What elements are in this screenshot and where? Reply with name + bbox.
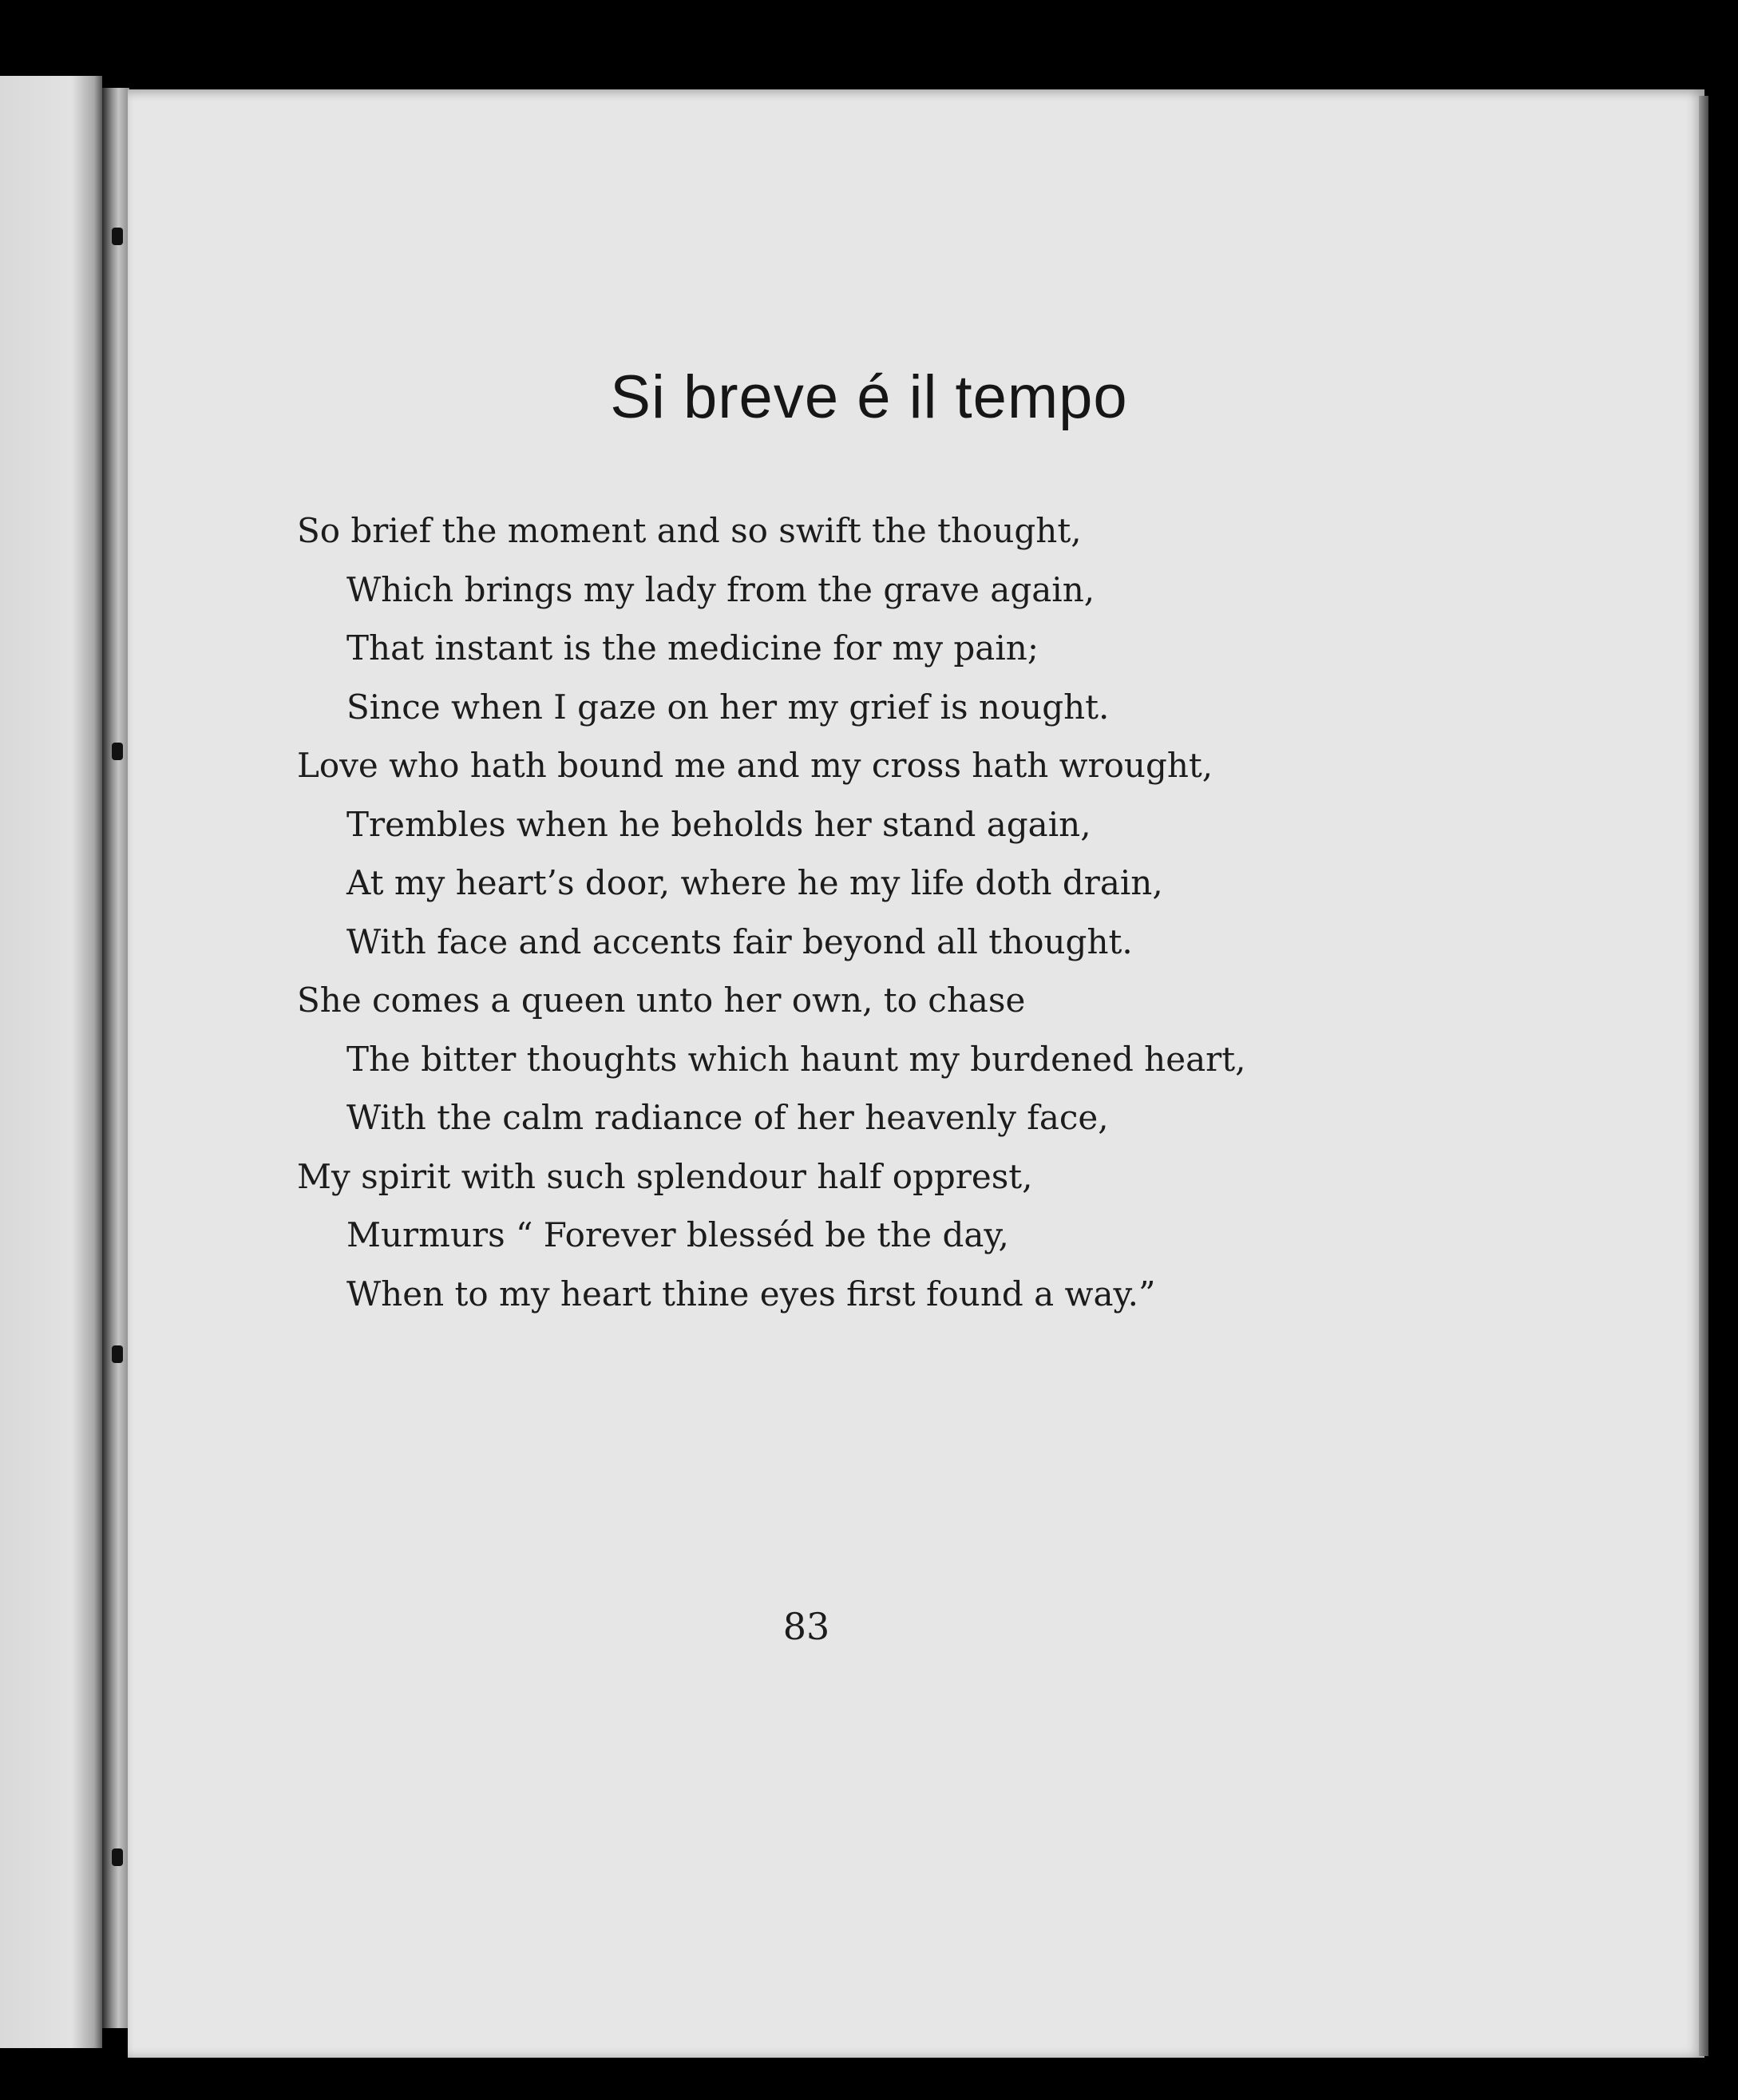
- poem-line: Love who hath bound me and my cross hath wrought,: [297, 746, 1213, 785]
- poem-line: She comes a queen unto her own, to chase: [297, 981, 1026, 1020]
- poem-line: Trembles when he beholds her stand again,: [346, 804, 1091, 844]
- binding-thread-mark: [112, 1848, 123, 1866]
- poem-line: At my heart’s door, where he my life doth drain,: [346, 863, 1163, 902]
- poem-line: That instant is the medicine for my pain;: [346, 628, 1039, 668]
- poem-line: Murmurs “ Forever blesséd be the day,: [346, 1215, 1009, 1254]
- poem-line: With face and accents fair beyond all thought.: [346, 921, 1133, 961]
- poem-title: Si breve é il tempo: [610, 363, 1128, 431]
- poem-line: The bitter thoughts which haunt my burdened heart,: [346, 1039, 1246, 1079]
- binding-thread-mark: [112, 228, 123, 245]
- poem-text: [297, 501, 1415, 1323]
- binding-thread-mark: [112, 1345, 123, 1363]
- poem-line: So brief the moment and so swift the thought,: [297, 511, 1082, 550]
- poem-line: When to my heart thine eyes first found a way.”: [346, 1274, 1156, 1313]
- binding-thread-mark: [112, 743, 123, 760]
- poem-line: Which brings my lady from the grave again,: [346, 569, 1095, 609]
- poem-line: With the calm radiance of her heavenly face,: [346, 1098, 1109, 1137]
- page-number: 83: [782, 1605, 830, 1648]
- poem-line: Since when I gaze on her my grief is nought.: [346, 687, 1110, 727]
- poem-line: My spirit with such splendour half opprest,: [297, 1156, 1033, 1196]
